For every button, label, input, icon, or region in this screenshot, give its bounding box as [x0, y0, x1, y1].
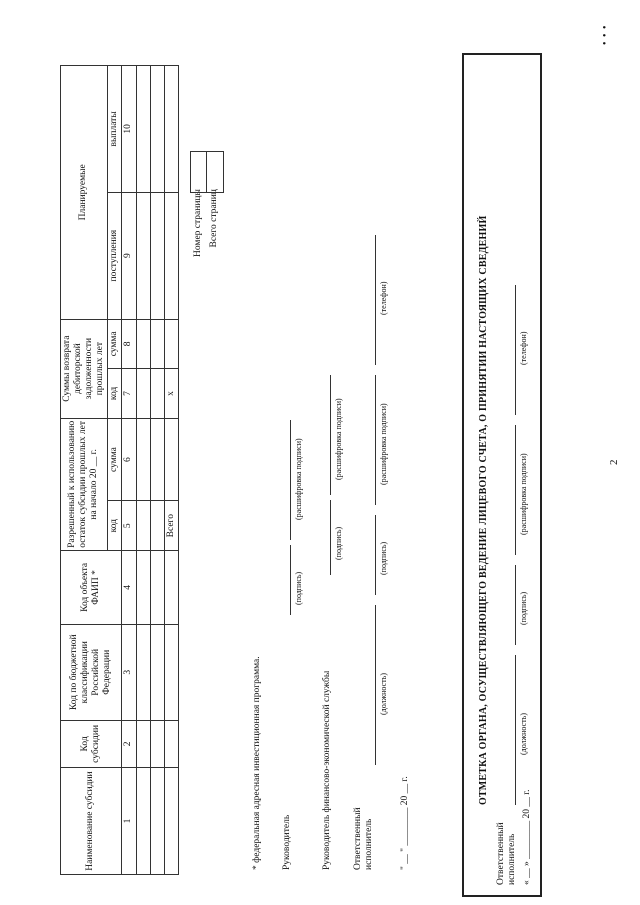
header-payments: выплаты [107, 66, 121, 193]
head-signature-line[interactable] [290, 545, 291, 615]
header-budget-code: Код по бюджетной классификации Российской Федерации [61, 624, 122, 720]
col-number: 1 [121, 768, 136, 875]
table-row [136, 66, 150, 875]
fin-decode-line[interactable] [330, 375, 331, 495]
header-sum-6: сумма [107, 418, 121, 501]
col-number: 4 [121, 550, 136, 624]
total-row [164, 66, 178, 875]
mark-phone-line[interactable] [515, 285, 516, 415]
mark-position-caption: (должность) [519, 713, 528, 755]
head-decode-caption: (расшифровка подписи) [294, 438, 303, 520]
head-label: Руководитель [282, 814, 292, 870]
header-receipts: поступления [107, 192, 121, 319]
acceptance-mark-title: ОТМЕТКА ОРГАНА, ОСУЩЕСТВЛЯЮЩЕГО ВЕДЕНИЕ ЛИЦЕВОГО СЧЕТА, О ПРИНЯТИИ НАСТОЯЩИХ СВЕДЕНИЙ [478, 215, 489, 805]
header-name: Наименование субсидии [61, 768, 122, 875]
header-code-subsidy: Код субсидии [61, 720, 122, 767]
executor-position-line[interactable] [375, 605, 376, 765]
executor-signature-caption: (подпись) [379, 541, 388, 575]
corner-dots: • • • [600, 24, 611, 45]
header-faip-code: Код объекта ФАИП * [61, 550, 122, 624]
col-number: 8 [121, 319, 136, 369]
footnote: * федеральная адресная инвестиционная программа. [252, 656, 262, 870]
mark-date: « __ » ________ 20 __ г. [522, 789, 532, 885]
col-number: 9 [121, 192, 136, 319]
page-no-label: Номер страницы [193, 189, 203, 257]
mark-signature-caption: (подпись) [519, 591, 528, 625]
executor-decode-caption: (расшифровка подписи) [379, 403, 388, 485]
pages-total-label: Всего страниц [209, 189, 219, 248]
page-number: 2 [608, 459, 620, 465]
total-mark: x [164, 369, 178, 419]
executor-decode-line[interactable] [375, 375, 376, 505]
acceptance-mark-box [462, 53, 542, 897]
page-info [190, 189, 222, 257]
page-info-box[interactable] [190, 151, 224, 193]
header-code-5: код [107, 501, 121, 551]
col-number: 6 [121, 418, 136, 501]
head-decode-line[interactable] [290, 420, 291, 540]
head-signature-caption: (подпись) [294, 571, 303, 605]
total-label: Всего [164, 501, 178, 551]
header-allowed-use: Разрешенный к использованию остаток субсидии прошлых лет на начало 20 __ г. [61, 418, 108, 550]
header-sum-8: сумма [107, 319, 121, 369]
subsidy-table [60, 65, 179, 875]
executor-label: Ответственный исполнитель [353, 807, 375, 870]
header-code-7: код [107, 369, 121, 419]
table-row [150, 66, 164, 875]
fin-signature-line[interactable] [330, 500, 331, 575]
executor-phone-caption: (телефон) [379, 281, 388, 315]
col-number: 7 [121, 369, 136, 419]
fin-head-label: Руководитель финансово-экономической службы [322, 670, 332, 870]
mark-executor-label: Ответственный исполнитель [496, 822, 518, 885]
executor-phone-line[interactable] [375, 235, 376, 365]
mark-position-line[interactable] [515, 655, 516, 805]
mark-decode-caption: (расшифровка подписи) [519, 453, 528, 535]
fin-decode-caption: (расшифровка подписи) [334, 398, 343, 480]
mark-signature-line[interactable] [515, 565, 516, 645]
fin-signature-caption: (подпись) [334, 526, 343, 560]
header-debt-return: Суммы возврата дебиторской задолженности прошлых лет [61, 319, 108, 418]
executor-position-caption: (должность) [379, 673, 388, 715]
mark-phone-caption: (телефон) [519, 331, 528, 365]
header-planned: Планируемые [61, 66, 108, 320]
sign-date: " __ " ________ 20 __ г. [400, 776, 410, 870]
executor-signature-line[interactable] [375, 515, 376, 595]
col-number: 10 [121, 66, 136, 193]
mark-decode-line[interactable] [515, 425, 516, 555]
col-number: 2 [121, 720, 136, 767]
col-number: 5 [121, 501, 136, 551]
col-number: 3 [121, 624, 136, 720]
